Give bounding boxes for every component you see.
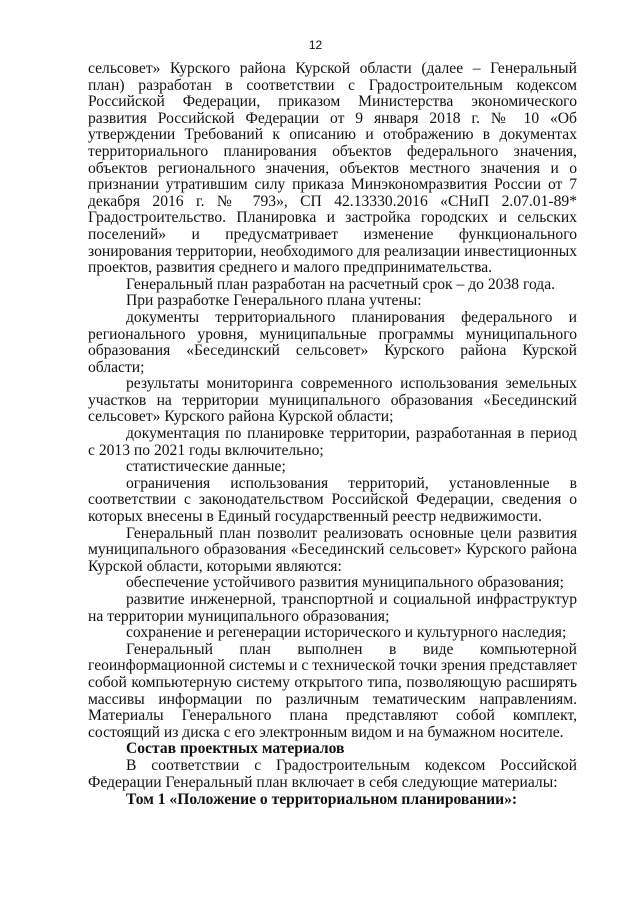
- section-heading: Состав проектных материалов: [126, 740, 345, 758]
- list-item: статистические данные;: [126, 458, 286, 476]
- paragraph-section-intro: В соответствии с Градостроительным кодексом Российской Федерации Генеральный план включает в себя следующие материалы:: [88, 756, 577, 791]
- list-item: сохранение и регенерации исторического и культурного наследия;: [126, 624, 567, 642]
- paragraph-intro: сельсовет» Курского района Курской области (далее – Генеральный план) разработан в соответствии с Градостроительным кодексом Российской Федерации, приказом Министерства экономического развития Российской Федерации от 9 января 2018 г. № 10 «Об утверждении Требований к описанию и отображению в документах территориального планирования объектов федерального значения, объектов регионального значения, объектов местного значения и о признании утратившим силу приказа Минэкономразвития России от 7 декабря 2016 г. № 793», СП 42.13330.2016 «СНиП 2.07.01-89* Градостроительство. Планировка и застройка городских и сельских поселений» и предусматривает изменение функционального зонирования территории, необходимого для реализации инвестиционных проектов, развития среднего и малого предпринимательства.: [88, 60, 577, 277]
- paragraph-term: Генеральный план разработан на расчетный срок – до 2038 года.: [126, 275, 556, 293]
- list-item: документы территориального планирования федерального и регионального уровня, муниципальные программы муниципального образования «Бесединский сельсовет» Курского района Курской области;: [88, 308, 577, 376]
- page-number: 12: [308, 38, 323, 52]
- list-item: документация по планировке территории, разработанная в период с 2013 по 2021 годы включительно;: [88, 425, 577, 459]
- paragraph-gis: Генеральный план выполнен в виде компьютерной геоинформационной системы и с технической точки зрения представляет собой компьютерную систему открытого типа, позволяющую расширять массивы информации по различным тематическим направлениям. Материалы Генерального плана представляют собой комплект, состоящий из диска с его электронным видом и на бумажном носителе.: [88, 640, 577, 741]
- volume-heading: Том 1 «Положение о территориальном планировании»:: [126, 791, 518, 809]
- document-body: [88, 61, 577, 809]
- paragraph-goals: Генеральный план позволит реализовать основные цели развития муниципального образования «Бесединский сельсовет» Курского района Курской области, которыми являются:: [88, 524, 577, 575]
- list-item: ограничения использования территорий, установленные в соответствии с законодательством Российской Федерации, сведения о которых внесены в Единый государственный реестр недвижимости.: [88, 474, 577, 526]
- list-item: результаты мониторинга современного использования земельных участков на территории муниципального образования «Бесединский сельсовет» Курского района Курской области;: [88, 375, 577, 426]
- list-item: обеспечение устойчивого развития муниципального образования;: [126, 574, 564, 592]
- list-item: развитие инженерной, транспортной и социальной инфраструктур на территории муниципального образования;: [88, 591, 577, 625]
- paragraph-considered: При разработке Генерального плана учтены:: [126, 292, 422, 310]
